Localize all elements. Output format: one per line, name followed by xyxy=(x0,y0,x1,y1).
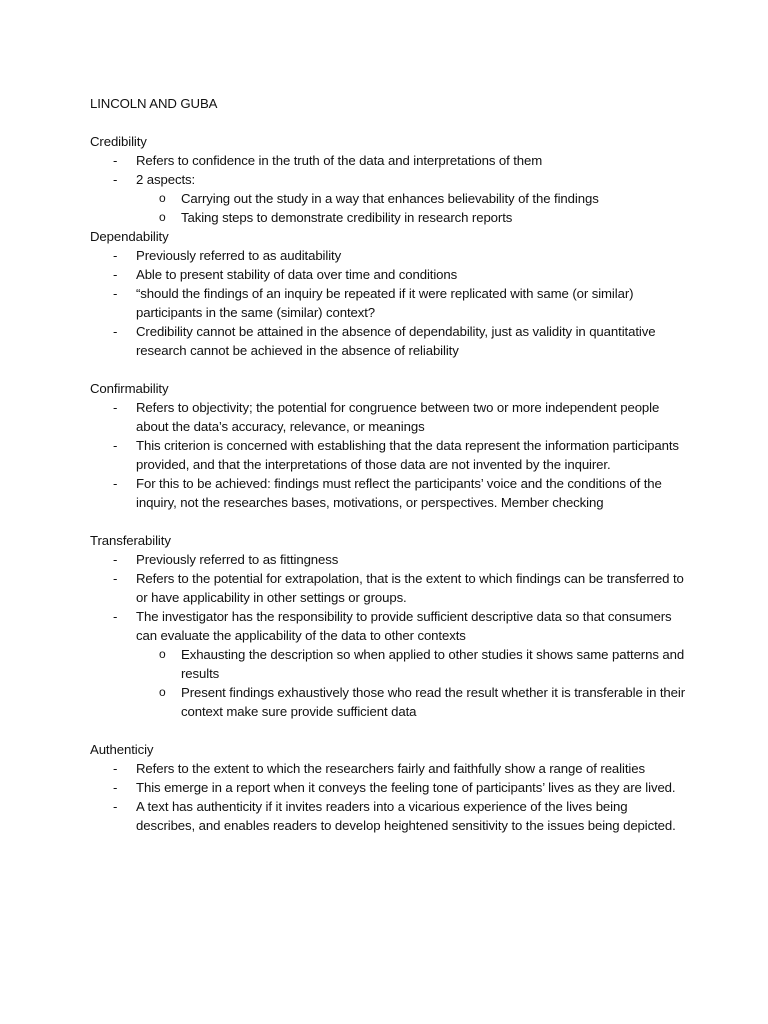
list-item xyxy=(90,759,690,778)
sub-bullet-list xyxy=(136,645,690,721)
list-item-text: The investigator has the responsibility to provide sufficient descriptive data so that consumers can evaluate the applicability of the data to other contexts xyxy=(136,609,672,643)
list-item xyxy=(90,778,690,797)
circle-bullet: o xyxy=(159,191,166,205)
sub-list-item xyxy=(136,683,690,721)
sub-list-item xyxy=(136,208,690,227)
dash-bullet: - xyxy=(113,286,118,301)
dash-bullet: - xyxy=(113,761,118,776)
dash-bullet: - xyxy=(113,571,118,586)
list-item-text: For this to be achieved: findings must reflect the participants’ voice and the conditions of the inquiry, not the researches bases, motivations, or perspectives. Member checking xyxy=(136,476,662,510)
list-item-text: A text has authenticity if it invites readers into a vicarious experience of the lives being describes, and enables readers to develop heightened sensitivity to the issues being depicted. xyxy=(136,799,676,833)
list-item xyxy=(90,436,690,474)
list-item-text: Refers to the potential for extrapolation, that is the extent to which findings can be transferred to or have applicability in other settings or groups. xyxy=(136,571,684,605)
list-item xyxy=(90,550,690,569)
sub-list-item-text: Carrying out the study in a way that enhances believability of the findings xyxy=(181,191,599,206)
section-heading: Credibility xyxy=(90,134,147,149)
section-heading: Dependability xyxy=(90,229,169,244)
sub-list-item xyxy=(136,189,690,208)
document-page xyxy=(90,94,690,835)
list-item xyxy=(90,398,690,436)
section-heading: Authenticiy xyxy=(90,742,154,757)
list-item xyxy=(90,607,690,721)
list-item-text: This emerge in a report when it conveys the feeling tone of participants’ lives as they are lived. xyxy=(136,780,676,795)
list-item xyxy=(90,322,690,360)
document-title: LINCOLN AND GUBA xyxy=(90,96,218,111)
dash-bullet: - xyxy=(113,324,118,339)
dash-bullet: - xyxy=(113,172,118,187)
dash-bullet: - xyxy=(113,609,118,624)
list-item-text: Able to present stability of data over time and conditions xyxy=(136,267,458,282)
section-authenticity xyxy=(90,740,690,835)
dash-bullet: - xyxy=(113,153,118,168)
bullet-list xyxy=(90,246,690,360)
dash-bullet: - xyxy=(113,552,118,567)
list-item xyxy=(90,265,690,284)
list-item-text: 2 aspects: xyxy=(136,172,196,187)
dash-bullet: - xyxy=(113,799,118,814)
list-item-text: Refers to the extent to which the researchers fairly and faithfully show a range of realities xyxy=(136,761,645,776)
sub-list-item-text: Present findings exhaustively those who read the result whether it is transferable in their context make sure provide sufficient data xyxy=(181,685,686,719)
sub-list-item-text: Taking steps to demonstrate credibility in research reports xyxy=(181,210,513,225)
list-item xyxy=(90,569,690,607)
dash-bullet: - xyxy=(113,248,118,263)
bullet-list xyxy=(90,759,690,835)
dash-bullet: - xyxy=(113,438,118,453)
dash-bullet: - xyxy=(113,476,118,491)
circle-bullet: o xyxy=(159,647,166,661)
section-heading: Transferability xyxy=(90,533,171,548)
bullet-list xyxy=(90,398,690,512)
list-item xyxy=(90,474,690,512)
sub-bullet-list xyxy=(136,189,690,227)
sub-list-item xyxy=(136,645,690,683)
list-item xyxy=(90,151,690,170)
dash-bullet: - xyxy=(113,267,118,282)
list-item xyxy=(90,246,690,265)
circle-bullet: o xyxy=(159,685,166,699)
list-item-text: Refers to confidence in the truth of the data and interpretations of them xyxy=(136,153,543,168)
bullet-list xyxy=(90,151,690,227)
section-confirmability xyxy=(90,379,690,512)
list-item-text: “should the findings of an inquiry be repeated if it were replicated with same (or similar) participants in the same (similar) context? xyxy=(136,286,634,320)
dash-bullet: - xyxy=(113,400,118,415)
list-item-text: Credibility cannot be attained in the absence of dependability, just as validity in quantitative research cannot be achieved in the absence of reliability xyxy=(136,324,656,358)
list-item-text: Previously referred to as auditability xyxy=(136,248,342,263)
section-heading: Confirmability xyxy=(90,381,169,396)
list-item-text: Previously referred to as fittingness xyxy=(136,552,339,567)
sub-list-item-text: Exhausting the description so when applied to other studies it shows same patterns and results xyxy=(181,647,685,681)
section-transferability xyxy=(90,531,690,721)
list-item-text: This criterion is concerned with establishing that the data represent the information participants provided, and that the interpretations of those data are not invented by the inquirer. xyxy=(136,438,679,472)
list-item-text: Refers to objectivity; the potential for congruence between two or more independent people about the data’s accuracy, relevance, or meanings xyxy=(136,400,660,434)
section-credibility xyxy=(90,132,690,227)
list-item xyxy=(90,170,690,227)
section-dependability xyxy=(90,227,690,360)
bullet-list xyxy=(90,550,690,721)
list-item xyxy=(90,284,690,322)
circle-bullet: o xyxy=(159,210,166,224)
list-item xyxy=(90,797,690,835)
dash-bullet: - xyxy=(113,780,118,795)
